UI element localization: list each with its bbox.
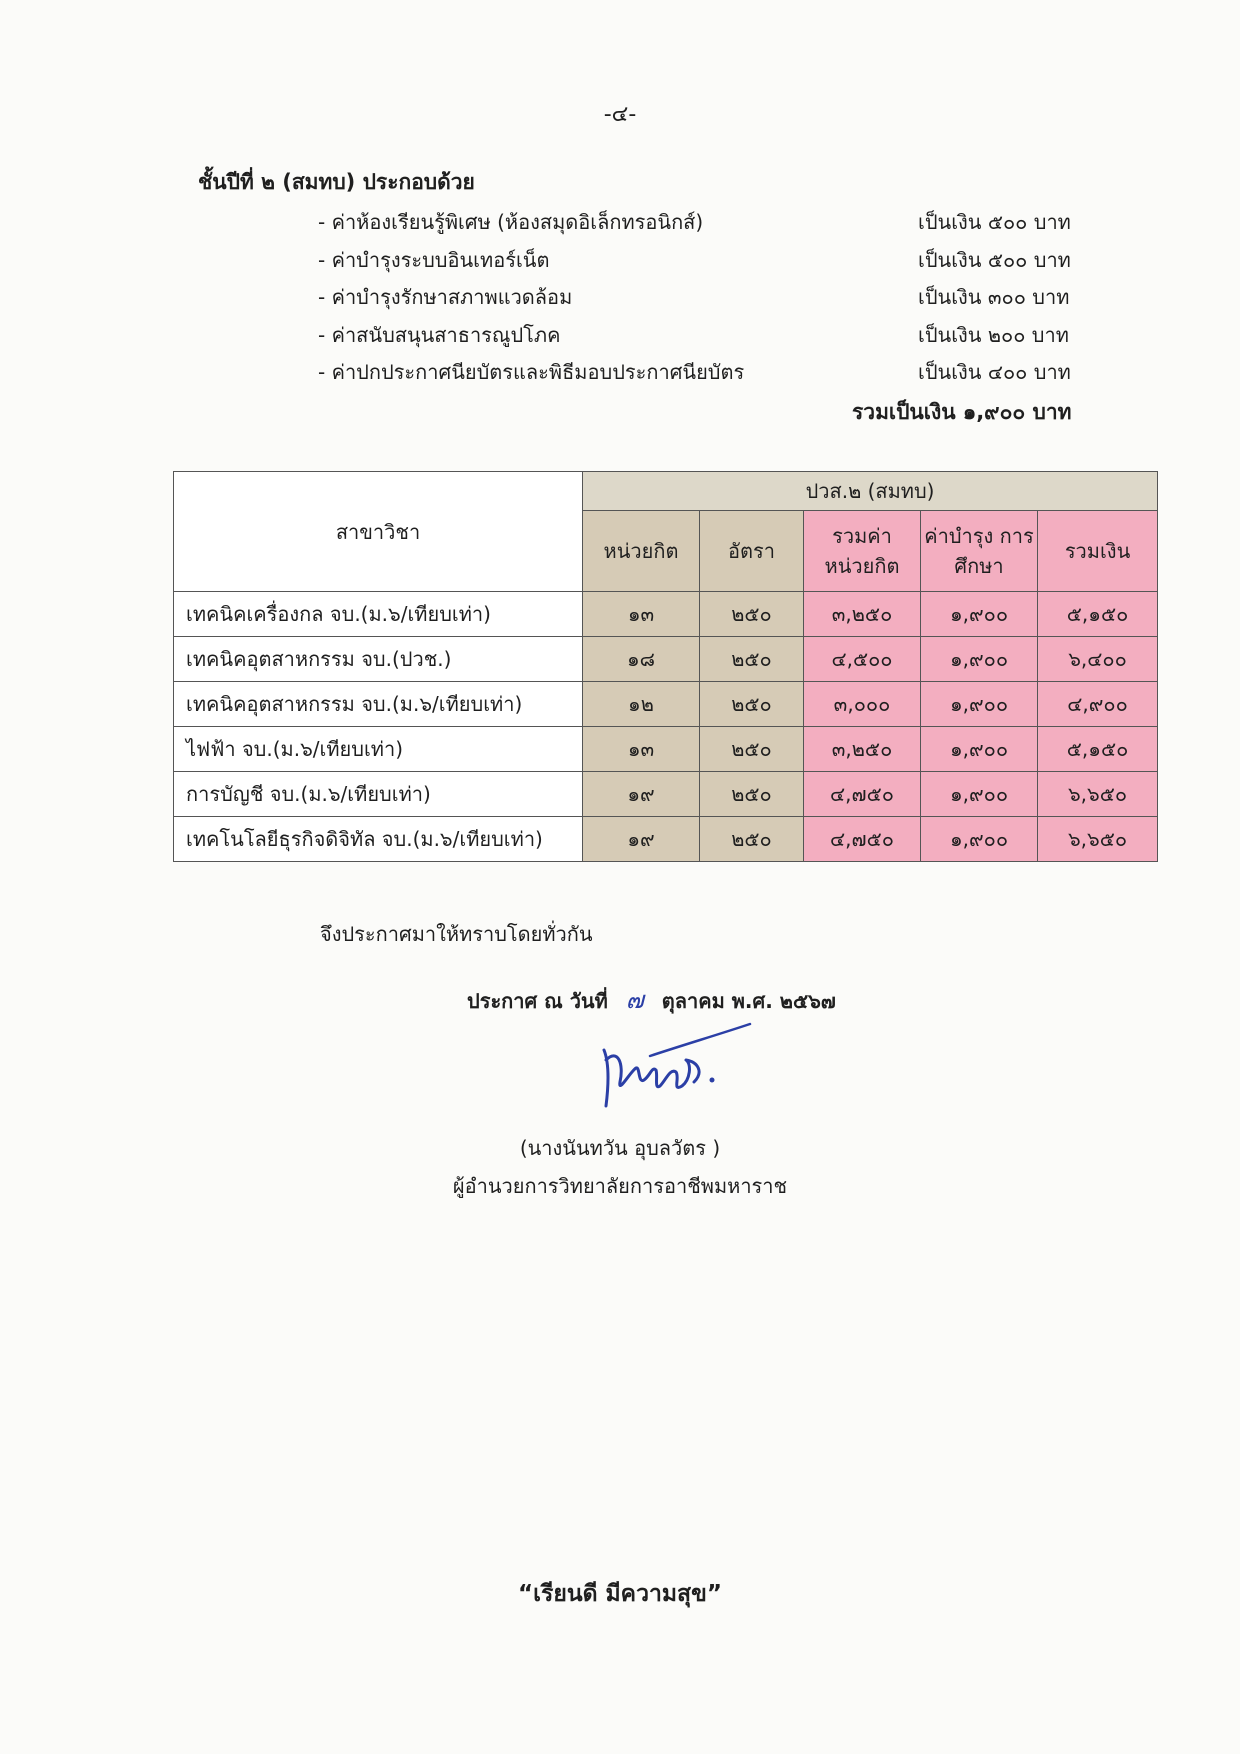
maintenance-cell: ๑,๙๐๐ [921, 772, 1038, 817]
announcement-prefix: ประกาศ ณ วันที่ [467, 989, 608, 1013]
fee-amount: เป็นเงิน ๔๐๐ บาท [918, 360, 1071, 384]
fee-table [173, 471, 1158, 862]
fee-label: - ค่าห้องเรียนรู้พิเศษ (ห้องสมุดอิเล็กทรอนิกส์) [318, 210, 704, 234]
column-header-total: รวมเงิน [1038, 511, 1158, 592]
subject-cell: ไฟฟ้า จบ.(ม.๖/เทียบเท่า) [174, 727, 583, 772]
table-row [174, 772, 1158, 817]
column-header-credit-total: รวมค่า หน่วยกิต [804, 511, 921, 592]
credits-cell: ๑๙ [583, 772, 700, 817]
maintenance-cell: ๑,๙๐๐ [921, 817, 1038, 862]
credits-cell: ๑๒ [583, 682, 700, 727]
credit-total-cell: ๔,๗๕๐ [804, 817, 921, 862]
total-cell: ๔,๙๐๐ [1038, 682, 1158, 727]
group-header: ปวส.๒ (สมทบ) [583, 472, 1158, 511]
total-cell: ๕,๑๕๐ [1038, 592, 1158, 637]
total-cell: ๖,๖๕๐ [1038, 772, 1158, 817]
announcement-suffix: ตุลาคม พ.ศ. ๒๕๖๗ [661, 989, 836, 1013]
subject-cell: เทคโนโลยีธุรกิจดิจิทัล จบ.(ม.๖/เทียบเท่า) [174, 817, 583, 862]
total-cell: ๖,๔๐๐ [1038, 637, 1158, 682]
rate-cell: ๒๕๐ [700, 817, 804, 862]
signer-title: ผู้อำนวยการวิทยาลัยการอาชีพมหาราช [452, 1174, 788, 1198]
credits-cell: ๑๘ [583, 637, 700, 682]
motto: “เรียนดี มีความสุข” [518, 1581, 722, 1607]
fee-list [318, 202, 1088, 390]
table-row [174, 592, 1158, 637]
maintenance-cell: ๑,๙๐๐ [921, 682, 1038, 727]
announcement-day: ๗ [625, 986, 644, 1014]
subject-cell: เทคนิคอุตสาหกรรม จบ.(ม.๖/เทียบเท่า) [174, 682, 583, 727]
maintenance-cell: ๑,๙๐๐ [921, 592, 1038, 637]
announcement-date [467, 980, 836, 1019]
fee-amount: เป็นเงิน ๒๐๐ บาท [918, 322, 1069, 347]
table-row [174, 682, 1158, 727]
fee-label: - ค่าสนับสนุนสาธารณูปโภค [318, 322, 561, 347]
credit-total-cell: ๓,๒๕๐ [804, 727, 921, 772]
rate-cell: ๒๕๐ [700, 682, 804, 727]
subject-header: สาขาวิชา [174, 472, 583, 592]
credits-cell: ๑๓ [583, 727, 700, 772]
table-row [174, 637, 1158, 682]
fee-label: - ค่าปกประกาศนียบัตรและพิธีมอบประกาศนียบัตร [318, 360, 745, 384]
maintenance-cell: ๑,๙๐๐ [921, 637, 1038, 682]
fee-label: - ค่าบำรุงระบบอินเทอร์เน็ต [318, 247, 550, 272]
section-heading: ชั้นปีที่ ๒ (สมทบ) ประกอบด้วย [198, 170, 475, 194]
fee-label: - ค่าบำรุงรักษาสภาพแวดล้อม [318, 285, 573, 309]
column-header-maintenance: ค่าบำรุง การศึกษา [921, 511, 1038, 592]
fee-amount: เป็นเงิน ๕๐๐ บาท [918, 247, 1071, 272]
subject-cell: เทคนิคอุตสาหกรรม จบ.(ปวช.) [174, 637, 583, 682]
credit-total-cell: ๓,๐๐๐ [804, 682, 921, 727]
credit-total-cell: ๔,๕๐๐ [804, 637, 921, 682]
fee-total: รวมเป็นเงิน ๑,๙๐๐ บาท [852, 400, 1072, 424]
column-header-credits: หน่วยกิต [583, 511, 700, 592]
rate-cell: ๒๕๐ [700, 772, 804, 817]
total-cell: ๖,๖๕๐ [1038, 817, 1158, 862]
fee-item [318, 202, 1088, 240]
fee-item [318, 277, 1088, 315]
credit-total-cell: ๔,๗๕๐ [804, 772, 921, 817]
rate-cell: ๒๕๐ [700, 592, 804, 637]
fee-item [318, 240, 1088, 278]
table-row [174, 727, 1158, 772]
signer-name: (นางนันทวัน อุบลวัตร ) [519, 1136, 721, 1160]
total-cell: ๕,๑๕๐ [1038, 727, 1158, 772]
credits-cell: ๑๓ [583, 592, 700, 637]
subject-cell: การบัญชี จบ.(ม.๖/เทียบเท่า) [174, 772, 583, 817]
credits-cell: ๑๙ [583, 817, 700, 862]
subject-cell: เทคนิคเครื่องกล จบ.(ม.๖/เทียบเท่า) [174, 592, 583, 637]
column-header-rate: อัตรา [700, 511, 804, 592]
signature-icon [590, 1020, 760, 1120]
fee-amount: เป็นเงิน ๓๐๐ บาท [918, 285, 1070, 309]
maintenance-cell: ๑,๙๐๐ [921, 727, 1038, 772]
closing-statement: จึงประกาศมาให้ทราบโดยทั่วกัน [320, 922, 593, 946]
fee-item [318, 352, 1088, 390]
rate-cell: ๒๕๐ [700, 727, 804, 772]
credit-total-cell: ๓,๒๕๐ [804, 592, 921, 637]
table-row [174, 817, 1158, 862]
page-number: -๔- [603, 102, 637, 127]
fee-item [318, 315, 1088, 353]
fee-amount: เป็นเงิน ๕๐๐ บาท [918, 210, 1071, 234]
rate-cell: ๒๕๐ [700, 637, 804, 682]
